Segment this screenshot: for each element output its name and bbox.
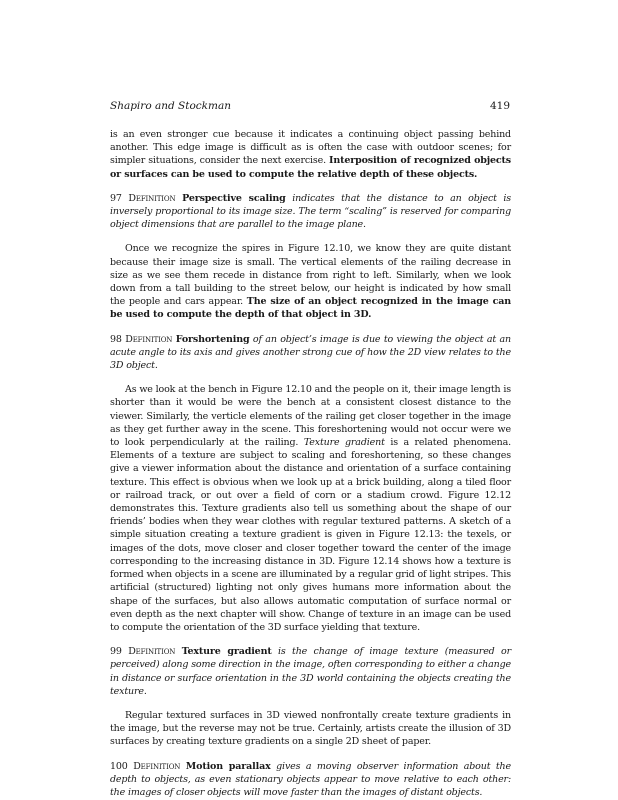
header-authors: Shapiro and Stockman bbox=[110, 100, 232, 112]
definition-97-text: indicates that the distance to an object is inversely proportional to its image size. The term “scaling” is reserved for comparing object dimensions that are parallel to the image plane. bbox=[110, 192, 512, 231]
page-number: 419 bbox=[489, 100, 510, 112]
intro-text: is an even stronger cue because it indicates a continuing object passing behind another. This edge image is difficult as is often the case with outdoor scenes; for simpler situations, consider the next exercise. bbox=[110, 129, 511, 167]
definition-97-number: 97 bbox=[110, 192, 122, 204]
running-header bbox=[110, 99, 510, 113]
paragraph-perspective-bold: The size of an object recognized in the image can be used to compute the depth of that object in 3D. bbox=[110, 296, 511, 321]
definition-97-label: Definition bbox=[128, 192, 176, 204]
definition-100-text: gives a moving observer information about the depth to objects, as even stationary objects appear to move relative to each other: the images of closer objects will move faster than the images of distant objects. bbox=[110, 760, 512, 798]
definition-100-term: Motion parallax bbox=[185, 760, 271, 772]
intro-bold-statement: Interposition of recognized objects or surfaces can be used to compute the relative depth of these objects. bbox=[110, 155, 511, 180]
intro-paragraph bbox=[110, 128, 511, 181]
definition-98-number: 98 bbox=[110, 333, 122, 345]
definition-99-label: Definition bbox=[128, 646, 176, 658]
definition-100-label: Definition bbox=[133, 760, 181, 772]
paragraph-foreshortening-text-a: As we look at the bench in Figure 12.10 and the people on it, their image length is shorter than it would be were the bench at a consistent closest distance to the viewer. Similarly, the verticle elements of the railing get closer together in the image as they get further away in the scene. This foreshortening would not occur were we to look perpendicularly at the railing. bbox=[110, 384, 511, 449]
paragraph-texture-text: Regular textured surfaces in 3D viewed nonfrontally create texture gradients in the image, but the reverse may not be true. Certainly, artists create the illusion of 3D surfaces by creating texture gradients on a single 2D sheet of paper. bbox=[110, 709, 511, 748]
paragraph-perspective-text: Once we recognize the spires in Figure 12.10, we know they are quite distant because their image size is small. The vertical elements of the railing decrease in size as we see them recede in distance from right to left. Similarly, when we look down from a tall building to the street below, our height is indicated by how small the people and cars appear. bbox=[110, 243, 511, 308]
definition-100-number: 100 bbox=[110, 760, 128, 772]
definition-99-text: is the change of image texture (measured or perceived) along some direction in the image, often corresponding to either a change in distance or surface orientation in the 3D world containing the objects creating the texture. bbox=[110, 646, 511, 697]
definition-98-text: of an object’s image is due to viewing the object at an acute angle to its axis and gives another strong cue of how the 2D view relates to the 3D object. bbox=[110, 333, 512, 372]
paragraph-foreshortening-text-b: is a related phenomena. Elements of a texture are subject to scaling and foreshortening, so these changes give a viewer information about the distance and orientation of a surface containing texture. This effect is obvious when we look up at a brick building, along a tiled floor or railroad track, or out over a field of corn or a stadium crowd. Figure 12.12 demonstrates this. Texture gradients also tell us something about the shape of our friends’ bodies when they wear clothes with regular textured patterns. A sketch of a simple situation creating a texture gradient is given in Figure 12.13: the texels, or images of the dots, move closer and closer together toward the center of the image corresponding to the increasing distance in 3D. Figure 12.14 shows how a texture is formed when objects in a scene are illuminated by a regular grid of light stripes. This artificial (structured) lighting not only gives humans more information about the shape of the surfaces, but also allows automatic computation of surface normal or even depth as the next chapter will show. Change of texture in an image can be used to compute the orientation of the 3D surface yielding that texture. bbox=[110, 437, 512, 633]
page-body bbox=[110, 128, 511, 799]
definition-99-number: 99 bbox=[110, 646, 122, 658]
paragraph-foreshortening-italic: Texture gradient bbox=[303, 437, 385, 449]
definition-99-term: Texture gradient bbox=[181, 646, 272, 658]
paragraph-texture bbox=[110, 709, 511, 749]
paragraph-perspective bbox=[110, 242, 511, 321]
definition-100 bbox=[110, 760, 511, 800]
definition-98-label: Definition bbox=[125, 333, 173, 345]
definition-97 bbox=[110, 192, 511, 232]
definition-99 bbox=[110, 645, 511, 698]
definition-98-term: Forshortening bbox=[175, 333, 250, 345]
definition-97-term: Perspective scaling bbox=[182, 192, 286, 204]
definition-98 bbox=[110, 333, 511, 373]
paragraph-foreshortening bbox=[110, 383, 511, 634]
